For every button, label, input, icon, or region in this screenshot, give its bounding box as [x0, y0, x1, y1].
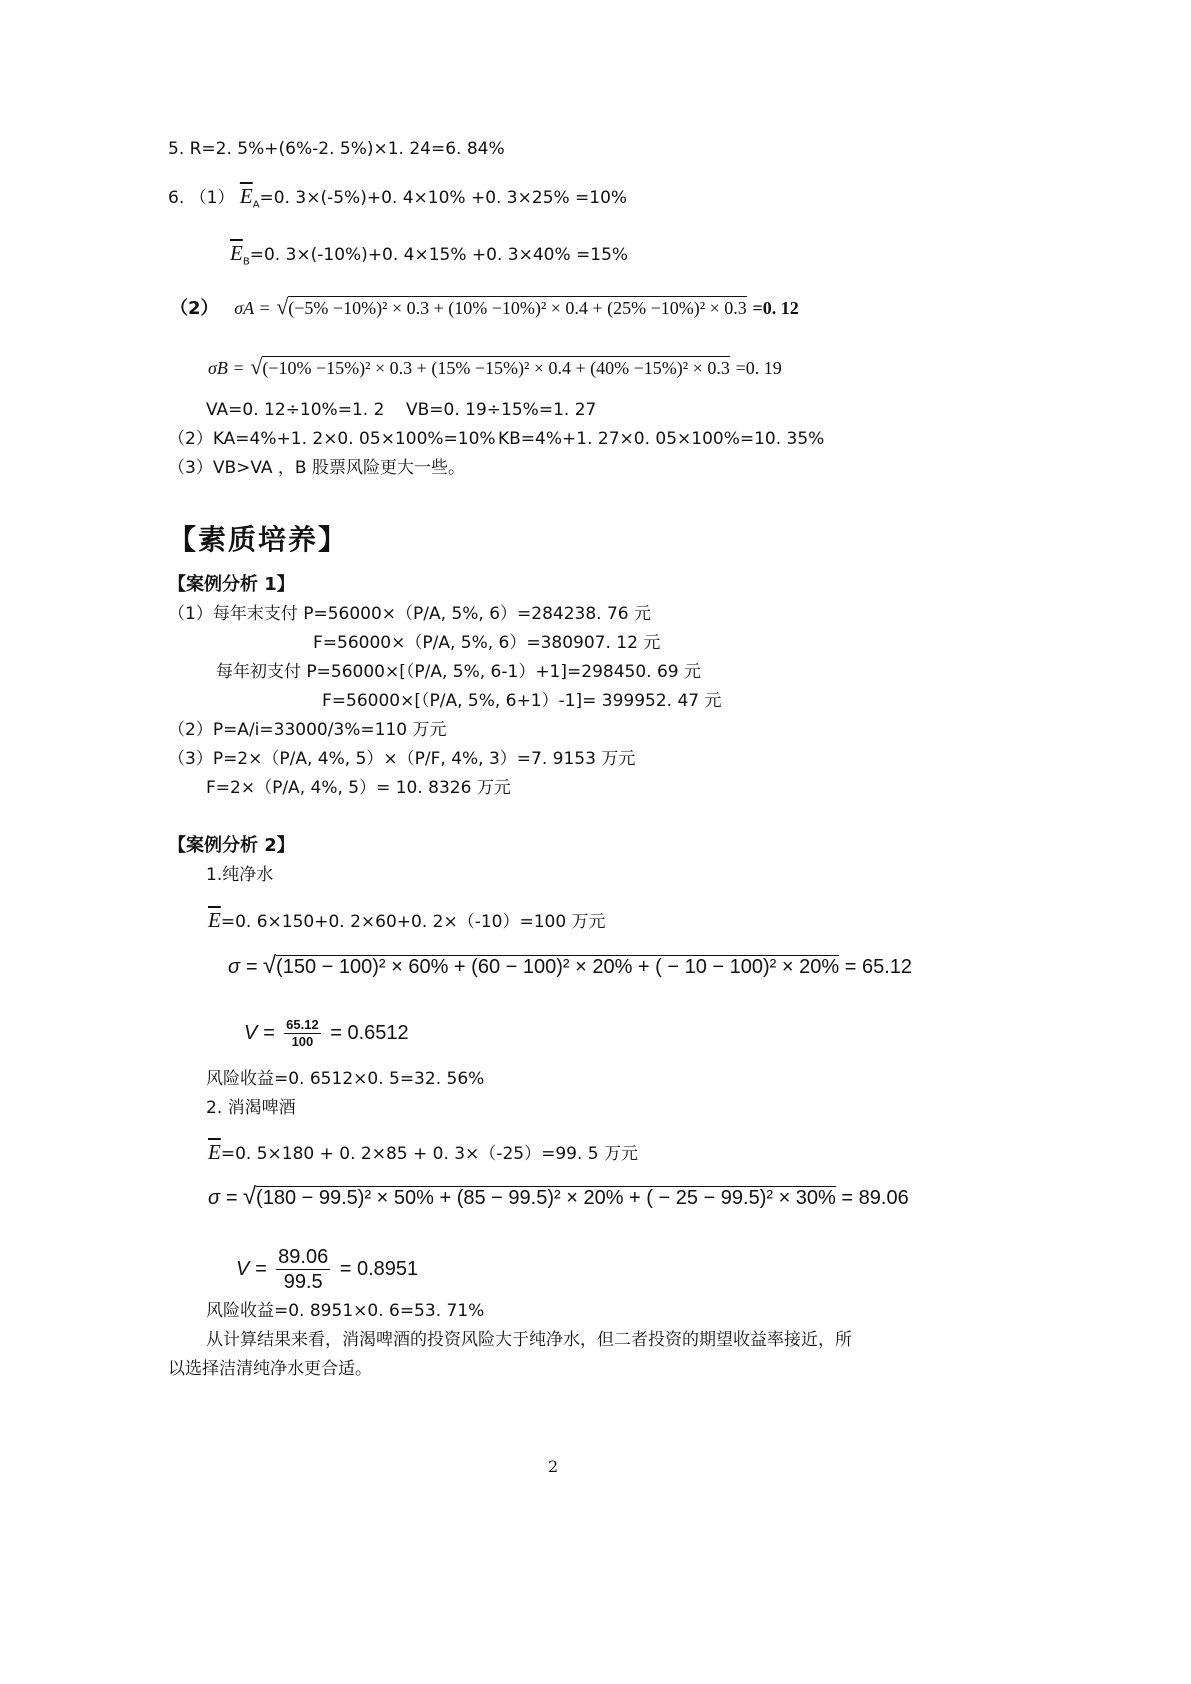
expected-value-symbol: $\overline{E}$ — [208, 908, 221, 932]
return-ka: （2）KA=4%+1. 2×0. 05×100%=10% — [168, 429, 496, 449]
sigma-2-lhs: σ = — [208, 1187, 238, 1209]
case-1-title: 【案例分析 1】 — [168, 574, 295, 595]
v-2-lhs: V = — [236, 1258, 267, 1280]
v-1-denominator: 100 — [291, 1034, 314, 1050]
sigma-1-result: = 65.12 — [844, 956, 913, 978]
case-2-risk-1: 风险收益=0. 6512×0. 5=32. 56% — [206, 1069, 485, 1089]
answer-5: 5. R=2. 5%+(6%-2. 5%)×1. 24=6. 84% — [168, 139, 505, 159]
return-kb: KB=4%+1. 27×0. 05×100%=10. 35% — [498, 429, 825, 449]
subscript-a: A — [252, 199, 260, 211]
section-title: 【素质培养】 — [168, 523, 349, 556]
case-2-v-1 — [244, 1016, 409, 1050]
answer-6-3: （3）VB>VA ，B 股票风险更大一些。 — [168, 458, 465, 478]
sigma-b-equation — [208, 356, 782, 380]
case-1-line-7: F=2×（P/A, 4%, 5）= 10. 8326 万元 — [206, 778, 511, 798]
sigma-a-equation — [170, 296, 799, 320]
case-2-expected-2 — [208, 1141, 638, 1165]
v-1-result: = 0.6512 — [330, 1022, 409, 1044]
sigma-a-result: =0. 12 — [752, 298, 799, 318]
answer-6-eb — [230, 242, 628, 273]
case-2-title: 【案例分析 2】 — [168, 835, 295, 856]
answer-6-ea — [168, 185, 627, 216]
expected-value-symbol: $\overline{E}$ — [208, 1140, 221, 1164]
sigma-b-lhs: σB = — [208, 358, 245, 378]
case-2-expected-1 — [208, 909, 606, 933]
conclusion-line-2: 以选择洁清纯净水更合适。 — [168, 1359, 372, 1379]
v-1-lhs: V = — [244, 1022, 275, 1044]
sigma-2-radicand: (180 − 99.5)² × 50% + (85 − 99.5)² × 20% + ( − 25 − 99.5)² × 30% — [256, 1187, 836, 1209]
case-1-line-6: （3）P=2×（P/A, 4%, 5）×（P/F, 4%, 3）=7. 9153 万元 — [168, 749, 636, 769]
expected-1-formula: =0. 6×150+0. 2×60+0. 2×（-10）=100 万元 — [220, 912, 606, 932]
sigma-a-radicand: (−5% −10%)² × 0.3 + (10% −10%)² × 0.4 + (25% −10%)² × 0.3 — [288, 298, 747, 318]
sigma-b-radicand: (−10% −15%)² × 0.3 + (15% −15%)² × 0.4 + (40% −15%)² × 0.3 — [262, 358, 730, 378]
sqrt-symbol: √ — [242, 1183, 257, 1210]
v-2-numerator: 89.06 — [278, 1246, 329, 1269]
part-2-label: （2） — [170, 298, 219, 319]
sqrt-symbol: √ — [276, 294, 289, 319]
expected-value-symbol: $\overline{E}$ — [239, 184, 253, 208]
case-1-line-1: （1）每年末支付 P=56000×（P/A, 5%, 6）=284238. 76 元 — [168, 604, 652, 624]
coefficient-vb: VB=0. 19÷15%=1. 27 — [406, 400, 597, 420]
ea-formula: =0. 3×(-5%)+0. 4×10% +0. 3×25% =10% — [259, 188, 628, 208]
sigma-b-result: =0. 19 — [735, 358, 782, 378]
expected-2-formula: =0. 5×180 + 0. 2×85 + 0. 3×（-25）=99. 5 万元 — [220, 1144, 638, 1164]
case-2-risk-2: 风险收益=0. 8951×0. 6=53. 71% — [206, 1301, 485, 1321]
v-2-denominator: 99.5 — [283, 1271, 323, 1294]
case-2-sigma-2 — [208, 1183, 909, 1212]
page-number: 2 — [548, 1457, 559, 1476]
sqrt-symbol: √ — [250, 354, 263, 379]
case-1-line-5: （2）P=A/i=33000/3%=110 万元 — [168, 720, 447, 740]
answer-6-prefix: 6. （1） — [168, 188, 235, 208]
case-2-sigma-1 — [228, 952, 912, 981]
v-1-fraction — [284, 1017, 321, 1050]
sigma-1-lhs: σ = — [228, 956, 258, 978]
case-2-item-2: 2. 消渴啤酒 — [206, 1098, 296, 1118]
sigma-a-lhs: σA = — [234, 298, 271, 318]
coefficient-va: VA=0. 12÷10%=1. 2 — [206, 400, 385, 420]
case-1-line-4: F=56000×[（P/A, 5%, 6+1）-1]= 399952. 47 元 — [322, 691, 722, 711]
eb-formula: =0. 3×(-10%)+0. 4×15% +0. 3×40% =15% — [249, 245, 629, 265]
v-1-numerator: 65.12 — [286, 1017, 319, 1033]
subscript-b: B — [242, 256, 250, 268]
expected-value-symbol: $\overline{E}$ — [230, 241, 243, 265]
case-2-item-1: 1.纯净水 — [206, 865, 274, 885]
conclusion-line-1: 从计算结果来看，消渴啤酒的投资风险大于纯净水，但二者投资的期望收益率接近，所 — [206, 1330, 852, 1350]
v-2-fraction — [276, 1245, 330, 1294]
case-1-line-2: F=56000×（P/A, 5%, 6）=380907. 12 元 — [313, 633, 661, 653]
sigma-2-result: = 89.06 — [841, 1187, 909, 1209]
case-1-line-3: 每年初支付 P=56000×[（P/A, 5%, 6-1）+1]=298450. 69 元 — [216, 662, 701, 682]
sqrt-symbol: √ — [262, 952, 277, 979]
case-2-v-2 — [236, 1244, 418, 1294]
sigma-1-radicand: (150 − 100)² × 60% + (60 − 100)² × 20% + ( − 10 − 100)² × 20% — [276, 956, 840, 978]
v-2-result: = 0.8951 — [339, 1258, 419, 1280]
